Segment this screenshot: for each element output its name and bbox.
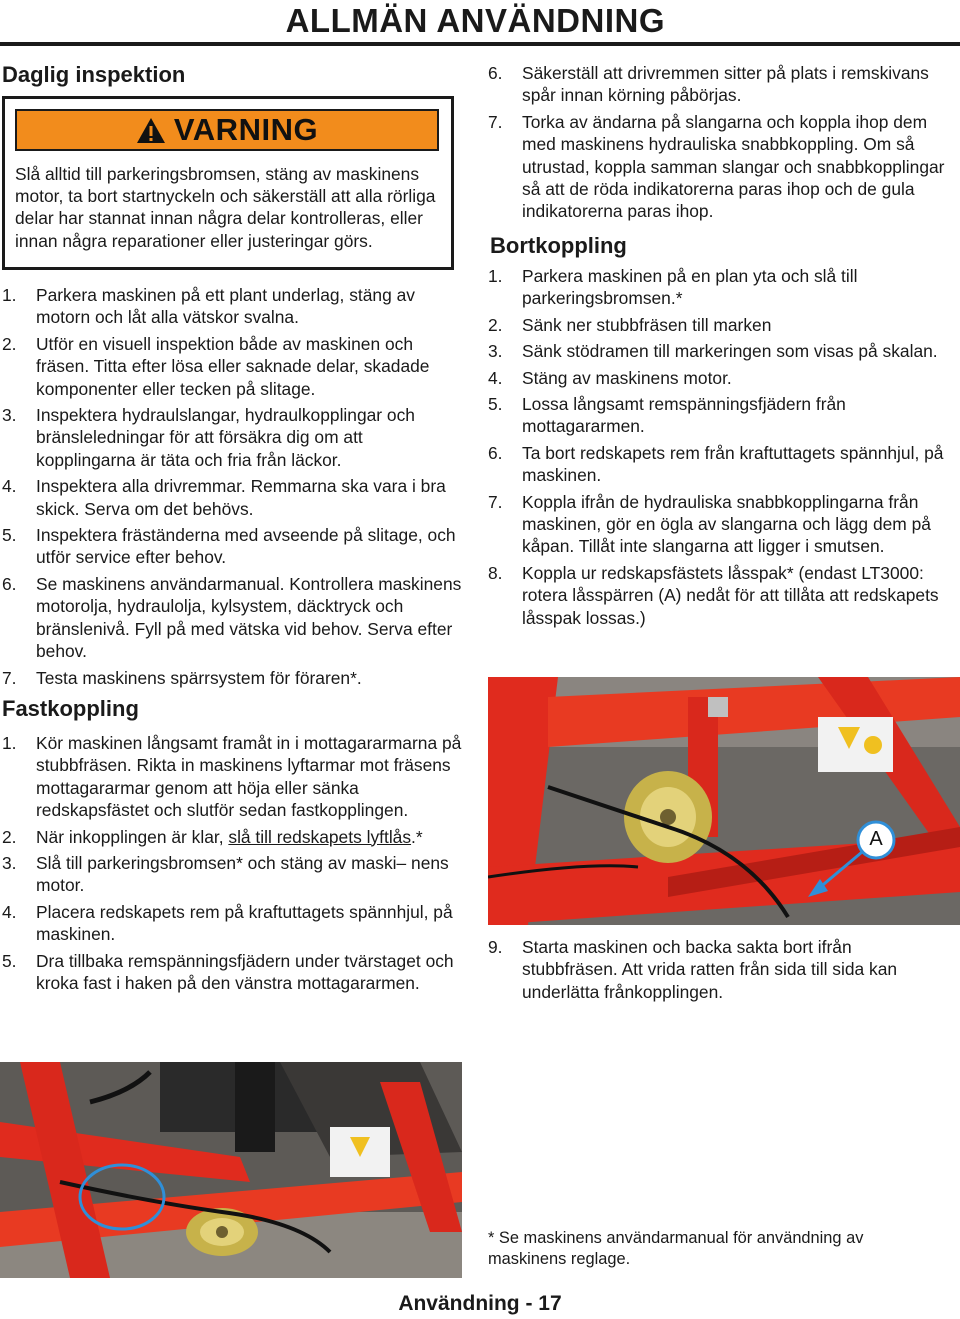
step-text: Parkera maskinen på en plan yta och slå till parkeringsbromsen.* <box>522 266 858 309</box>
step-text-post: .* <box>411 826 423 847</box>
step-text: Starta maskinen och backa sakta bort ifrån stubbfräsen. Att vrida ratten från sida till sida kan underlätta frånkopplingen. <box>522 937 898 1002</box>
continued-fastkoppling-list <box>488 62 960 227</box>
list-item <box>488 442 958 487</box>
step-text: Kör maskinen långsamt framåt in i mottagararmarna på stubbfräsen. Rikta in maskinens lyftarmar mot fräsens mottagararmar genom att höja eller sänka redskapsfästet och slutför sedan fastkopplingen. <box>36 733 462 821</box>
step-text: Koppla ur redskapsfästets låsspak* (endast LT3000: rotera låsspärren (A) nedåt för att tillåta att redskapets låsspak lossas.) <box>522 562 939 628</box>
step-text: Inspektera alla drivremmar. Remmarna ska vara i bra skick. Serva om det behövs. <box>36 476 446 519</box>
step-text: Inspektera fräständerna med avseende på slitage, och utför service efter behov. <box>36 525 456 568</box>
list-item <box>2 573 462 663</box>
step-number: 9. <box>488 937 503 957</box>
step-number: 2. <box>2 333 17 354</box>
step-text: Slå till parkeringsbromsen* och stäng av maski– nens motor. <box>36 853 449 896</box>
list-item <box>2 826 462 848</box>
warning-text: Slå alltid till parkeringsbromsen, stäng av maskinens motor, ta bort startnyckeln och säkerställ att alla rörliga delar har stannat innan några delar kontrolleras, eller innan några reparationer eller justeringar görs. <box>15 164 436 251</box>
step-number: 1. <box>2 285 17 305</box>
list-item <box>488 562 958 629</box>
step-text: Se maskinens användarmanual. Kontrollera maskinens motorolja, hydraulolja, kylsystem, däcktryck och bränslenivå. Fyll på med vätska vid behov. Serva efter behov. <box>36 573 462 662</box>
step-text: Stäng av maskinens motor. <box>522 367 732 388</box>
step-number: 3. <box>2 853 17 874</box>
list-item <box>488 367 958 389</box>
step-text: Inspektera hydraulslangar, hydraulkopplingar och bränsleledningar för att försäkra dig om att kopplingarna är täta och fria från läckor. <box>36 405 415 470</box>
step-9-list <box>488 936 948 1007</box>
step-text: Parkera maskinen på ett plant underlag, stäng av motorn och låt alla vätskor svalna. <box>36 285 415 328</box>
latch-photo-right <box>488 677 960 925</box>
step-text: Ta bort redskapets rem från kraftuttagets spännhjul, på maskinen. <box>522 442 944 486</box>
warning-box <box>2 96 454 270</box>
step-text: Koppla ifrån de hydrauliska snabbkopplingarna från maskinen, gör en ögla av slangarna och lägg dem på kåpan. Tillåt inte slangarna att ligger i smutsen. <box>522 491 931 557</box>
step-text: Sänk stödramen till markeringen som visas på skalan. <box>522 341 938 362</box>
header-rule <box>0 42 960 46</box>
list-item <box>488 111 960 223</box>
list-item <box>2 333 462 400</box>
step-number: 2. <box>488 314 503 335</box>
fastkoppling-list <box>2 732 462 998</box>
step-number: 1. <box>2 733 17 753</box>
step-text-pre: När inkopplingen är klar, <box>36 826 229 847</box>
step-text: Utför en visuell inspektion både av maskinen och fräsen. Titta efter lösa eller saknade delar, skadade komponenter eller tecken på slitage. <box>36 333 430 399</box>
step-text: Torka av ändarna på slangarna och koppla ihop dem med maskinens hydrauliska snabbkoppling. Om så utrustad, koppla samman slangar och snabbkopplingar så att de röda indikatorerna paras ihop och de gula indikatorerna paras ihop. <box>522 111 945 222</box>
step-number: 4. <box>2 476 17 497</box>
step-number: 7. <box>488 491 503 512</box>
list-item <box>2 667 462 689</box>
step-number: 4. <box>488 367 503 388</box>
lift-lock-link[interactable]: slå till redskapets lyftlås <box>228 826 412 847</box>
list-item <box>488 62 960 107</box>
page-title: ALLMÄN ANVÄNDNING <box>285 2 665 39</box>
warning-label: VARNING <box>173 112 319 147</box>
step-number: 7. <box>2 667 17 688</box>
step-number: 4. <box>2 901 17 922</box>
step-number: 7. <box>488 111 503 132</box>
list-item <box>488 265 958 310</box>
list-item <box>2 524 462 569</box>
list-item <box>2 852 462 897</box>
step-number: 3. <box>488 341 503 362</box>
step-text: Dra tillbaka remspänningsfjädern under tvärstaget och kroka fast i haken på den vänstra mottagararmen. <box>36 950 454 994</box>
list-item <box>2 404 462 471</box>
list-item <box>488 936 948 1003</box>
list-item <box>488 393 958 438</box>
step-text: Testa maskinens spärrsystem för föraren*. <box>36 667 362 688</box>
warning-banner <box>15 109 439 151</box>
step-text: Säkerställ att drivremmen sitter på plats i remskivans spår innan körning påbörjas. <box>522 63 929 106</box>
page-footer: Användning - 17 <box>398 1292 562 1315</box>
daily-inspection-list <box>2 284 462 693</box>
list-item <box>488 491 958 558</box>
step-number: 5. <box>2 525 17 546</box>
warning-triangle-icon <box>136 117 166 144</box>
step-number: 2. <box>2 826 17 847</box>
callout-label-a: A <box>869 828 883 850</box>
list-item <box>488 340 958 362</box>
step-number: 5. <box>2 950 17 971</box>
step-number: 6. <box>488 63 503 83</box>
fastkoppling-heading: Fastkoppling <box>2 696 139 721</box>
step-text: Placera redskapets rem på kraftuttagets spännhjul, på maskinen. <box>36 901 453 945</box>
footnote: * Se maskinens användarmanual för användning av maskinens reglage. <box>488 1229 864 1268</box>
bortkoppling-heading: Bortkoppling <box>490 233 627 258</box>
step-text: Sänk ner stubbfräsen till marken <box>522 314 772 335</box>
daily-inspection-heading: Daglig inspektion <box>2 62 186 87</box>
bortkoppling-list <box>488 265 958 633</box>
step-number: 1. <box>488 266 503 286</box>
step-number: 5. <box>488 394 503 415</box>
list-item <box>2 284 462 329</box>
step-number: 6. <box>2 573 17 594</box>
list-item <box>488 314 958 336</box>
list-item <box>2 475 462 520</box>
latch-illustration <box>488 677 960 925</box>
step-number: 8. <box>488 562 503 583</box>
step-text: Lossa långsamt remspänningsfjädern från mottagararmen. <box>522 394 846 437</box>
step-number: 6. <box>488 442 503 463</box>
hitch-photo-left <box>0 1062 462 1278</box>
list-item <box>2 901 462 946</box>
list-item <box>2 950 462 995</box>
list-item <box>2 732 462 822</box>
hitch-illustration <box>0 1062 462 1278</box>
step-number: 3. <box>2 405 17 426</box>
